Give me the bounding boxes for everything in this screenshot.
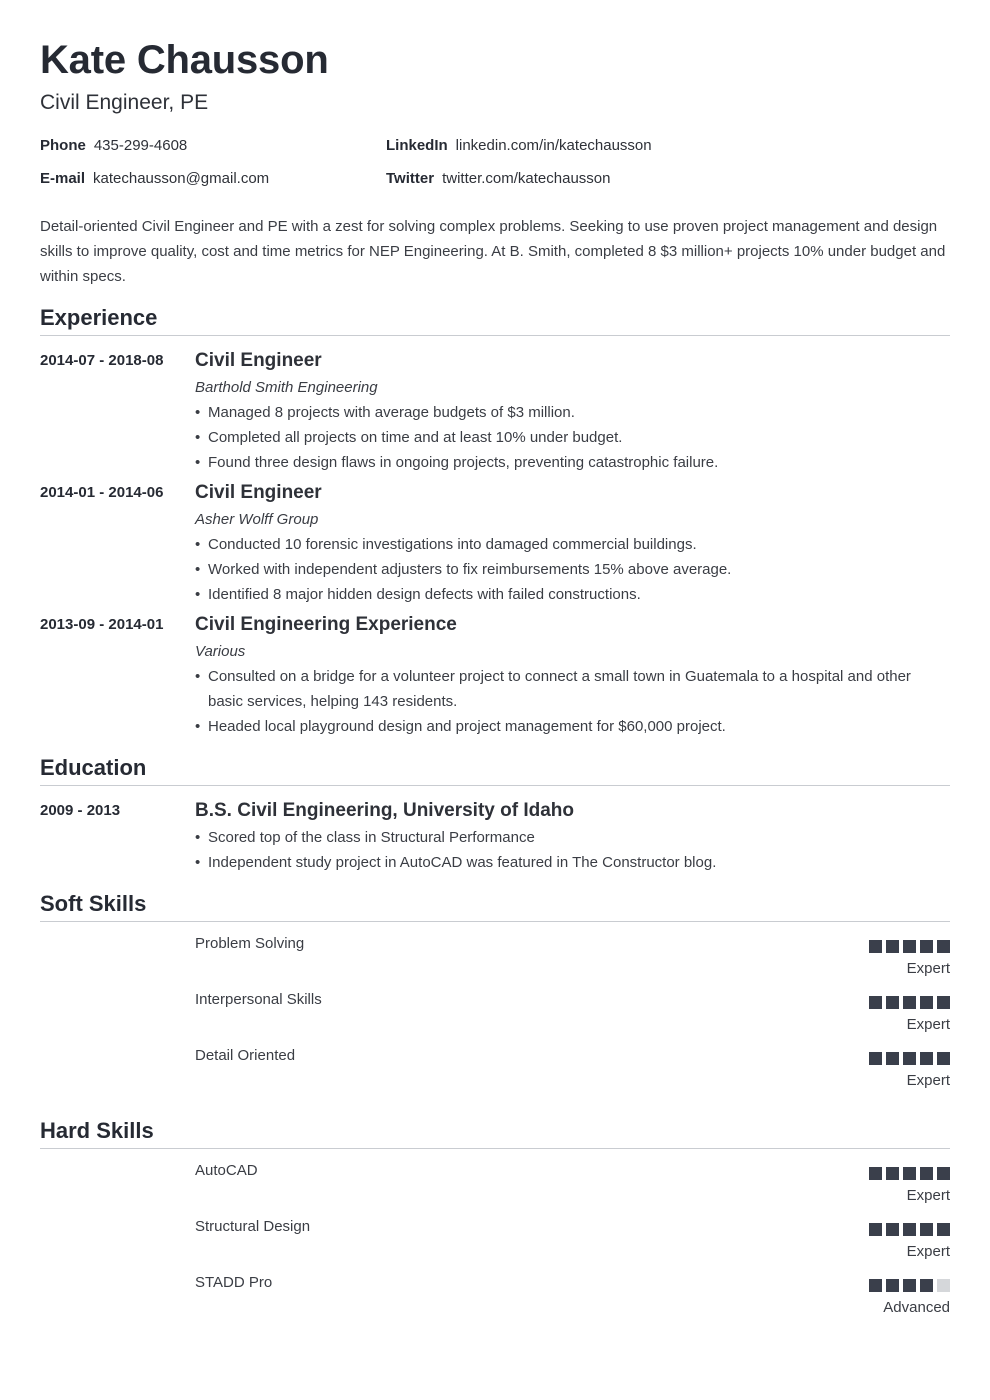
education-details [195,825,950,875]
rating-square-filled [920,1279,933,1292]
contact-phone [40,136,187,156]
entry-date: 2014-01 - 2014-06 [40,484,164,501]
rating-square-filled [886,940,899,953]
rating-square-filled [869,1052,882,1065]
entry-date: 2009 - 2013 [40,802,121,819]
rating-square-filled [937,1223,950,1236]
job-title: Civil Engineer [195,482,322,503]
education-detail-item: • Independent study project in AutoCAD was featured in The Constructor blog. [195,850,950,875]
contact-twitter-value[interactable]: twitter.com/katechausson [442,170,611,187]
experience-heading: Experience [40,304,950,336]
education-section [40,799,950,875]
rating-square-filled [903,1052,916,1065]
job-title: Civil Engineer [195,350,322,371]
job-title: Civil Engineering Experience [195,614,457,635]
hard-skills-heading: Hard Skills [40,1117,950,1149]
skill-rating [869,1167,950,1180]
rating-square-filled [869,1167,882,1180]
achievement-item: • Worked with independent adjusters to fix reimbursements 15% above average. [195,557,950,582]
skill-level: Expert [906,1016,950,1033]
achievement-item: • Found three design flaws in ongoing projects, preventing catastrophic failure. [195,450,950,475]
achievement-item: • Headed local playground design and project management for $60,000 project. [195,714,950,739]
rating-square-filled [903,1223,916,1236]
education-heading: Education [40,754,950,786]
rating-square-filled [937,940,950,953]
entry-date: 2014-07 - 2018-08 [40,352,164,369]
rating-square-filled [903,1279,916,1292]
contact-phone-label: Phone [40,137,86,154]
skill-rating [869,940,950,953]
entry-date: 2013-09 - 2014-01 [40,616,164,633]
soft-skills-heading: Soft Skills [40,890,950,922]
skill-name: AutoCAD [195,1162,258,1179]
achievement-item: • Identified 8 major hidden design defects with failed constructions. [195,582,950,607]
skill-row [40,1273,950,1329]
experience-entry [40,481,950,607]
rating-square-filled [903,1167,916,1180]
rating-square-filled [886,1223,899,1236]
rating-square-filled [937,1167,950,1180]
skill-level: Expert [906,1243,950,1260]
achievement-list [195,664,950,739]
contact-email [40,169,269,189]
skill-rating [869,1223,950,1236]
achievement-item: • Completed all projects on time and at least 10% under budget. [195,425,950,450]
candidate-title: Civil Engineer, PE [40,91,209,114]
experience-entry [40,613,950,739]
degree-title: B.S. Civil Engineering, University of Idaho [195,800,575,821]
experience-entry [40,349,950,475]
skill-name: Detail Oriented [195,1047,296,1064]
rating-square-filled [920,996,933,1009]
education-entry [40,799,950,875]
rating-square-filled [869,1279,882,1292]
achievement-list [195,400,950,475]
rating-square-filled [937,996,950,1009]
skill-name: STADD Pro [195,1274,273,1291]
rating-square-filled [903,940,916,953]
skill-level: Expert [906,1072,950,1089]
contact-email-label: E-mail [40,170,86,187]
achievement-item: • Conducted 10 forensic investigations into damaged commercial buildings. [195,532,950,557]
rating-square-filled [903,996,916,1009]
contact-linkedin [386,136,652,156]
skill-level: Expert [906,960,950,977]
skill-rating [869,1052,950,1065]
contact-email-value[interactable]: katechausson@gmail.com [93,170,270,187]
achievement-item: • Managed 8 projects with average budgets of $3 million. [195,400,950,425]
company-name: Various [195,643,246,660]
skill-rating [869,1279,950,1292]
skill-row [40,1161,950,1217]
rating-square-filled [920,940,933,953]
rating-square-filled [886,1279,899,1292]
contact-linkedin-value[interactable]: linkedin.com/in/katechausson [455,137,652,154]
company-name: Barthold Smith Engineering [195,379,378,396]
rating-square-filled [920,1052,933,1065]
rating-square-filled [886,1052,899,1065]
rating-square-filled [869,1223,882,1236]
skill-rating [869,996,950,1009]
rating-square-filled [920,1167,933,1180]
contact-info [40,136,950,202]
skill-level: Expert [906,1187,950,1204]
contact-twitter-label: Twitter [386,170,435,187]
skill-name: Interpersonal Skills [195,991,322,1008]
hard-skills-list [40,1161,950,1329]
achievement-item: • Consulted on a bridge for a volunteer project to connect a small town in Guatemala to a hospital and other basic services, helping 143 residents. [195,664,950,714]
rating-square-filled [886,1167,899,1180]
skill-row [40,1046,950,1102]
company-name: Asher Wolff Group [195,511,319,528]
rating-square-filled [937,1052,950,1065]
contact-twitter [386,169,610,189]
rating-square-empty [937,1279,950,1292]
rating-square-filled [869,996,882,1009]
skill-row [40,934,950,990]
skill-name: Structural Design [195,1218,311,1235]
candidate-name: Kate Chausson [40,38,329,82]
contact-phone-value: 435-299-4608 [93,137,188,154]
soft-skills-list [40,934,950,1102]
contact-linkedin-label: LinkedIn [386,137,448,154]
achievement-list [195,532,950,607]
skill-name: Problem Solving [195,935,305,952]
skill-row [40,990,950,1046]
professional-summary: Detail-oriented Civil Engineer and PE with a zest for solving complex problems. Seeking to use proven project management and design skills to improve quality, cost and time metrics for NEP Engineering. At B. Smith, completed 8 $3 million+ projects 10% under budget and within specs. [40,218,946,285]
rating-square-filled [920,1223,933,1236]
experience-section [40,349,950,739]
skill-row [40,1217,950,1273]
skill-level: Advanced [883,1299,950,1316]
rating-square-filled [886,996,899,1009]
rating-square-filled [869,940,882,953]
education-detail-item: • Scored top of the class in Structural Performance [195,825,950,850]
